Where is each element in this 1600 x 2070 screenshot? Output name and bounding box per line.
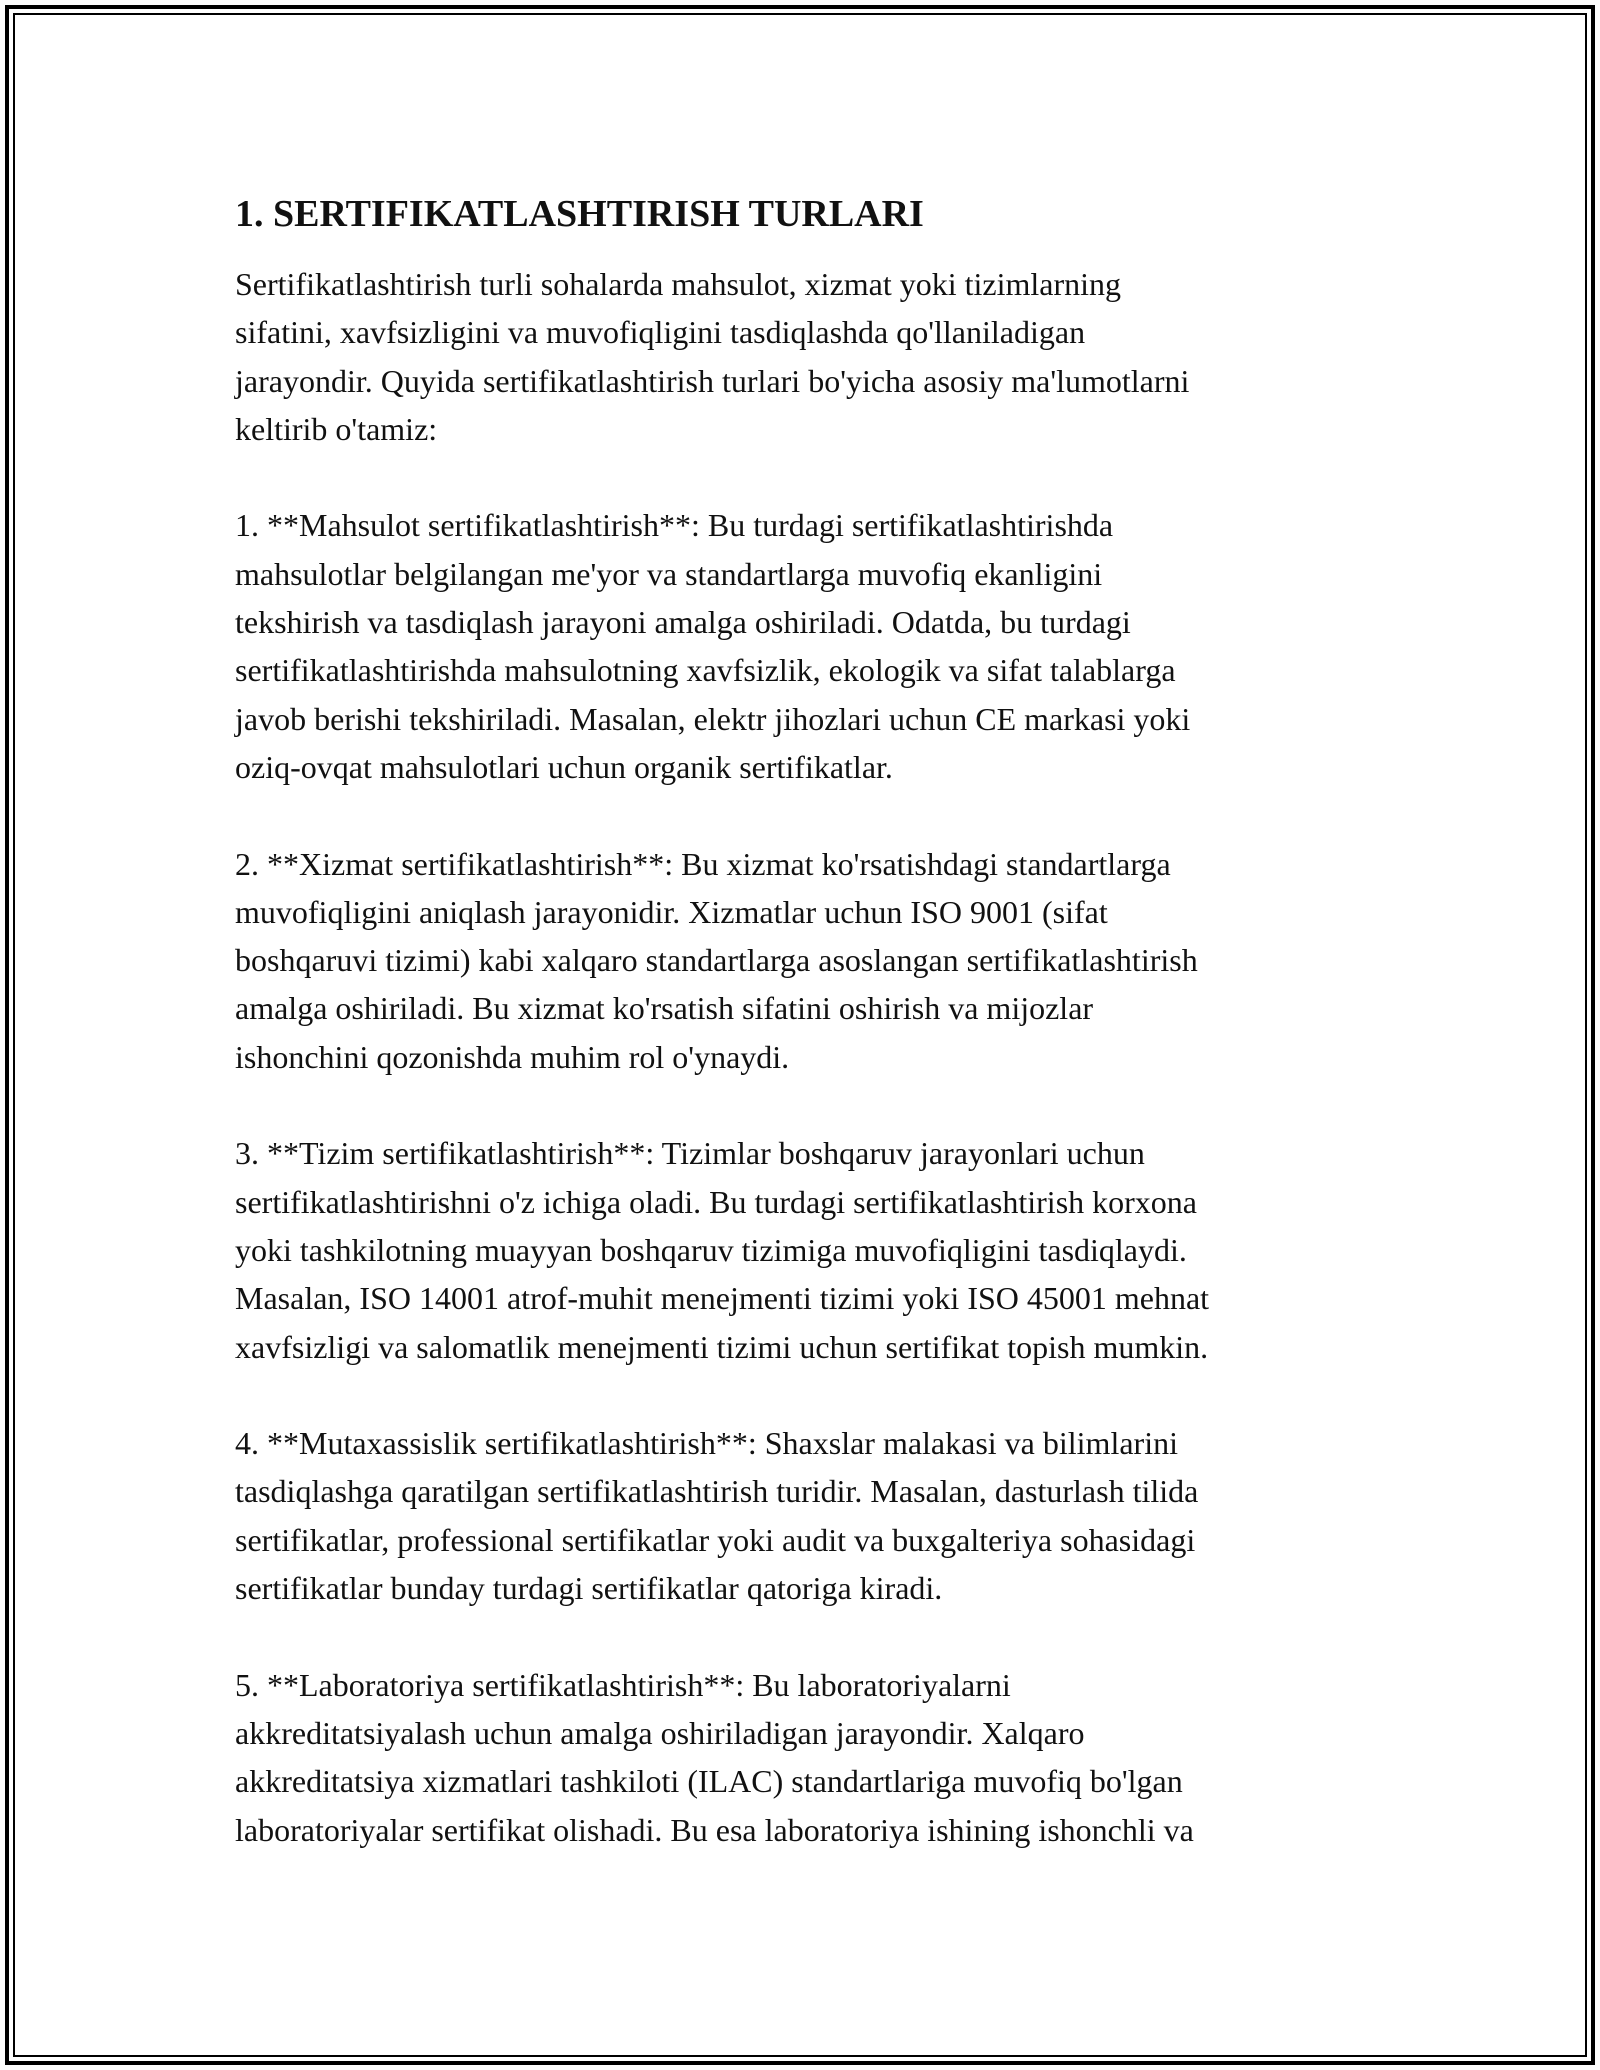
paragraph-line: Masalan, ISO 14001 atrof-muhit menejmenti tizimi yoki ISO 45001 mehnat bbox=[235, 1280, 1210, 1317]
paragraph-line: akkreditatsiya xizmatlari tashkiloti (ILAC) standartlariga muvofiq bo'lgan bbox=[235, 1763, 1183, 1800]
paragraph bbox=[235, 1419, 1375, 1612]
paragraph-line: jarayondir. Quyida sertifikatlashtirish turlari bo'yicha asosiy ma'lumotlarni bbox=[235, 362, 1190, 399]
paragraph-line: sifatini, xavfsizligini va muvofiqligini tasdiqlashda qo'llaniladigan bbox=[235, 314, 1086, 351]
paragraph-line: mahsulotlar belgilangan me'yor va standartlarga muvofiq ekanligini bbox=[235, 555, 1103, 592]
paragraph-line: 1. **Mahsulot sertifikatlashtirish**: Bu turdagi sertifikatlashtirishda bbox=[235, 507, 1114, 544]
paragraph-line: 5. **Laboratoriya sertifikatlashtirish**: Bu laboratoriyalarni bbox=[235, 1666, 1011, 1703]
paragraph-line: oziq-ovqat mahsulotlari uchun organik sertifikatlar. bbox=[235, 748, 893, 785]
document-title: 1. SERTIFIKATLASHTIRISH TURLARI bbox=[235, 193, 924, 235]
paragraph bbox=[235, 840, 1375, 1081]
paragraph-line: 2. **Xizmat sertifikatlashtirish**: Bu xizmat ko'rsatishdagi standartlarga bbox=[235, 845, 1171, 882]
paragraph-line: yoki tashkilotning muayyan boshqaruv tizimiga muvofiqligini tasdiqlaydi. bbox=[235, 1231, 1187, 1268]
paragraph-line: akkreditatsiyalash uchun amalga oshiriladigan jarayondir. Xalqaro bbox=[235, 1714, 1085, 1751]
paragraph bbox=[235, 501, 1375, 791]
paragraph-line: sertifikatlashtirishda mahsulotning xavfsizlik, ekologik va sifat talablarga bbox=[235, 652, 1176, 689]
paragraph-line: sertifikatlar bunday turdagi sertifikatlar qatoriga kiradi. bbox=[235, 1570, 943, 1607]
paragraph-line: sertifikatlar, professional sertifikatlar yoki audit va buxgalteriya sohasidagi bbox=[235, 1521, 1196, 1558]
paragraph-line: 4. **Mutaxassislik sertifikatlashtirish**: Shaxslar malakasi va bilimlarini bbox=[235, 1425, 1178, 1462]
paragraph-line: tekshirish va tasdiqlash jarayoni amalga oshiriladi. Odatda, bu turdagi bbox=[235, 604, 1131, 641]
paragraph-line: sertifikatlashtirishni o'z ichiga oladi. Bu turdagi sertifikatlashtirish korxona bbox=[235, 1183, 1197, 1220]
document-page bbox=[235, 188, 1375, 1902]
paragraph-line: muvofiqligini aniqlash jarayonidir. Xizmatlar uchun ISO 9001 (sifat bbox=[235, 893, 1108, 930]
paragraph-line: boshqaruvi tizimi) kabi xalqaro standartlarga asoslangan sertifikatlashtirish bbox=[235, 942, 1198, 979]
paragraph-line: laboratoriyalar sertifikat olishadi. Bu esa laboratoriya ishining ishonchli va bbox=[235, 1811, 1194, 1848]
paragraph-line: keltirib o'tamiz: bbox=[235, 410, 438, 447]
paragraph-line: amalga oshiriladi. Bu xizmat ko'rsatish sifatini oshirish va mijozlar bbox=[235, 990, 1094, 1027]
paragraph bbox=[235, 1129, 1375, 1370]
paragraph-line: xavfsizligi va salomatlik menejmenti tizimi uchun sertifikat topish mumkin. bbox=[235, 1328, 1209, 1365]
paragraph bbox=[235, 260, 1375, 453]
paragraph-line: 3. **Tizim sertifikatlashtirish**: Tizimlar boshqaruv jarayonlari uchun bbox=[235, 1135, 1145, 1172]
paragraph bbox=[235, 1661, 1375, 1854]
paragraph-line: javob berishi tekshiriladi. Masalan, elektr jihozlari uchun CE markasi yoki bbox=[235, 700, 1191, 737]
paragraph-line: Sertifikatlashtirish turli sohalarda mahsulot, xizmat yoki tizimlarning bbox=[235, 266, 1122, 302]
document-body bbox=[235, 260, 1375, 1854]
paragraph-line: tasdiqlashga qaratilgan sertifikatlashtirish turidir. Masalan, dasturlash tilida bbox=[235, 1473, 1199, 1510]
paragraph-line: ishonchini qozonishda muhim rol o'ynaydi. bbox=[235, 1038, 790, 1075]
